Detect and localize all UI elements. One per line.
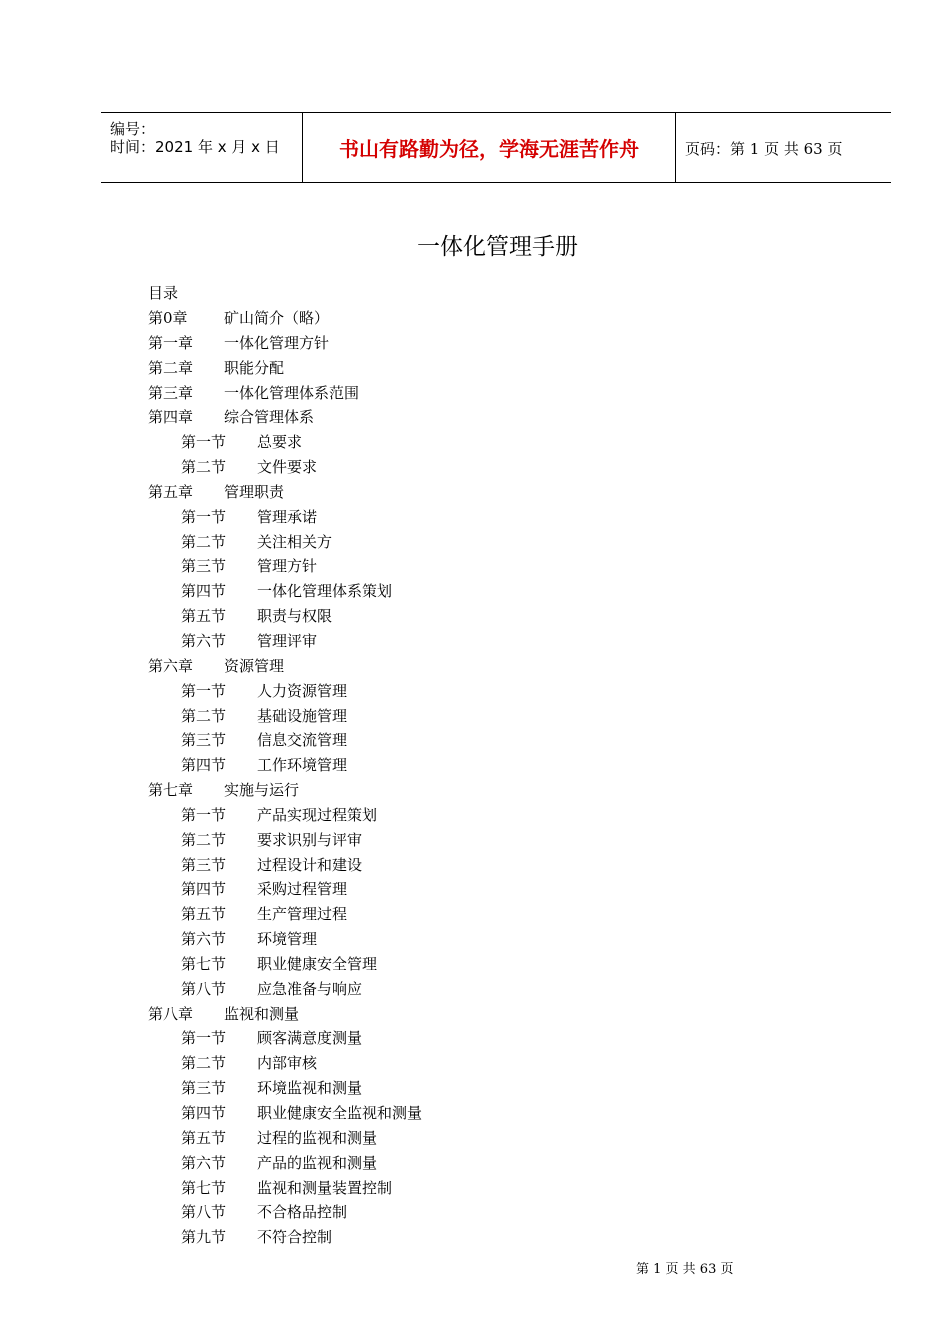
toc-entry-title: 采购过程管理 — [257, 880, 348, 899]
toc-entry-number: 第六章 — [148, 656, 194, 675]
toc-entry-title: 不符合控制 — [257, 1228, 333, 1247]
toc-entry-number: 第二节 — [181, 706, 227, 725]
toc-entry-number: 第四节 — [181, 1104, 227, 1122]
toc-entry-title: 管理承诺 — [257, 507, 318, 526]
header-motto-cell — [303, 113, 676, 182]
toc-chapter-entry — [148, 1002, 422, 1027]
toc-section-entry — [148, 927, 422, 952]
toc-entry-title: 要求识别与评审 — [257, 830, 363, 849]
toc-section-entry — [148, 1076, 422, 1101]
toc-section-entry — [148, 1101, 422, 1126]
toc-section-entry — [148, 828, 422, 853]
toc-section-entry — [148, 753, 422, 778]
toc-entry-number: 第五节 — [181, 905, 227, 924]
toc-entry-title: 职业健康安全监视和测量 — [257, 1104, 423, 1122]
toc-entry-number: 第八节 — [181, 979, 227, 998]
toc-entry-title: 生产管理过程 — [257, 905, 348, 924]
toc-chapter-entry — [148, 356, 422, 381]
toc-entry-number: 第九节 — [181, 1228, 227, 1247]
toc-section-entry — [148, 455, 422, 480]
toc-entry-number: 第一节 — [181, 681, 227, 700]
toc-entry-number: 第六节 — [181, 1153, 227, 1172]
toc-entry-number: 第五节 — [181, 607, 227, 626]
toc-entry-number: 第二节 — [181, 830, 227, 849]
toc-entry-number: 第三节 — [181, 557, 227, 576]
toc-section-entry — [148, 1176, 422, 1201]
toc-section-entry — [148, 704, 422, 729]
toc-section-entry — [148, 1051, 422, 1076]
toc-entry-title: 资源管理 — [224, 656, 285, 675]
table-of-contents — [148, 306, 422, 1250]
toc-section-entry — [148, 505, 422, 530]
document-number-label: 编号： — [110, 120, 156, 138]
toc-entry-title: 不合格品控制 — [257, 1203, 348, 1222]
toc-entry-number: 第二节 — [181, 532, 227, 551]
toc-heading: 目录 — [148, 284, 179, 302]
toc-entry-title: 监视和测量 — [224, 1004, 300, 1023]
toc-section-entry — [148, 629, 422, 654]
toc-section-entry — [148, 853, 422, 878]
toc-entry-title: 文件要求 — [257, 458, 318, 477]
toc-entry-number: 第四章 — [148, 408, 194, 427]
toc-section-entry — [148, 728, 422, 753]
toc-entry-number: 第0章 — [148, 309, 188, 327]
toc-entry-title: 工作环境管理 — [257, 756, 348, 775]
toc-entry-title: 产品实现过程策划 — [257, 805, 378, 824]
toc-entry-title: 职能分配 — [224, 358, 285, 377]
toc-section-entry — [148, 1151, 422, 1176]
toc-entry-title: 顾客满意度测量 — [257, 1029, 363, 1048]
toc-entry-number: 第四节 — [181, 756, 227, 775]
page-footer: 第 1 页 共 63 页 — [636, 1262, 734, 1277]
toc-entry-title: 过程设计和建设 — [257, 855, 363, 874]
toc-section-entry — [148, 952, 422, 977]
toc-entry-title: 信息交流管理 — [257, 731, 348, 750]
toc-section-entry — [148, 530, 422, 555]
toc-entry-number: 第七章 — [148, 781, 194, 800]
toc-entry-title: 产品的监视和测量 — [257, 1153, 378, 1172]
toc-entry-number: 第五节 — [181, 1128, 227, 1147]
header-page-info: 页码：第 1 页 共 63 页 — [685, 140, 843, 158]
toc-entry-title: 管理职责 — [224, 482, 285, 501]
toc-chapter-entry — [148, 405, 422, 430]
toc-entry-title: 管理方针 — [257, 557, 318, 576]
toc-chapter-entry — [148, 306, 422, 331]
toc-section-entry — [148, 877, 422, 902]
toc-entry-number: 第七节 — [181, 954, 227, 973]
toc-entry-number: 第二章 — [148, 358, 194, 377]
toc-entry-title: 职业健康安全管理 — [257, 954, 378, 973]
toc-entry-number: 第三节 — [181, 731, 227, 750]
toc-chapter-entry — [148, 778, 422, 803]
toc-entry-number: 第六节 — [181, 631, 227, 650]
toc-chapter-entry — [148, 381, 422, 406]
toc-entry-number: 第三节 — [181, 855, 227, 874]
toc-section-entry — [148, 604, 422, 629]
toc-entry-title: 过程的监视和测量 — [257, 1128, 378, 1147]
toc-entry-title: 一体化管理方针 — [224, 333, 330, 352]
toc-entry-title: 矿山简介（略） — [224, 309, 330, 327]
toc-entry-title: 职责与权限 — [257, 607, 333, 626]
toc-entry-title: 应急准备与响应 — [257, 979, 363, 998]
toc-entry-title: 关注相关方 — [257, 532, 333, 551]
toc-entry-title: 内部审核 — [257, 1054, 318, 1073]
toc-entry-number: 第七节 — [181, 1178, 227, 1197]
toc-entry-title: 基础设施管理 — [257, 706, 348, 725]
toc-chapter-entry — [148, 654, 422, 679]
toc-entry-number: 第六节 — [181, 930, 227, 949]
document-title: 一体化管理手册 — [417, 234, 578, 260]
toc-section-entry — [148, 430, 422, 455]
header-motto: 书山有路勤为径，学海无涯苦作舟 — [339, 137, 639, 161]
header-info-cell — [101, 113, 303, 182]
toc-chapter-entry — [148, 480, 422, 505]
document-time-label: 时间：2021 年 x 月 x 日 — [110, 138, 280, 156]
toc-entry-title: 人力资源管理 — [257, 681, 348, 700]
toc-entry-title: 总要求 — [257, 433, 303, 452]
toc-section-entry — [148, 554, 422, 579]
toc-section-entry — [148, 803, 422, 828]
toc-entry-number: 第二节 — [181, 458, 227, 477]
toc-section-entry — [148, 1026, 422, 1051]
toc-entry-number: 第三节 — [181, 1079, 227, 1098]
toc-section-entry — [148, 902, 422, 927]
toc-chapter-entry — [148, 331, 422, 356]
toc-entry-number: 第四节 — [181, 582, 227, 601]
toc-section-entry — [148, 579, 422, 604]
toc-section-entry — [148, 1200, 422, 1225]
toc-entry-title: 综合管理体系 — [224, 408, 315, 427]
toc-entry-title: 一体化管理体系策划 — [257, 582, 393, 601]
toc-entry-number: 第八节 — [181, 1203, 227, 1222]
toc-entry-number: 第一节 — [181, 433, 227, 452]
toc-entry-title: 管理评审 — [257, 631, 318, 650]
toc-entry-number: 第八章 — [148, 1004, 194, 1023]
toc-entry-number: 第二节 — [181, 1054, 227, 1073]
toc-section-entry — [148, 977, 422, 1002]
toc-entry-number: 第一节 — [181, 805, 227, 824]
toc-entry-number: 第一节 — [181, 1029, 227, 1048]
toc-section-entry — [148, 679, 422, 704]
document-header — [101, 112, 891, 183]
toc-entry-title: 实施与运行 — [224, 781, 300, 800]
toc-section-entry — [148, 1225, 422, 1250]
header-page-cell — [676, 113, 891, 182]
toc-entry-number: 第五章 — [148, 482, 194, 501]
toc-entry-title: 环境管理 — [257, 930, 318, 949]
toc-entry-title: 一体化管理体系范围 — [224, 383, 360, 402]
toc-entry-number: 第一章 — [148, 333, 194, 352]
toc-entry-title: 环境监视和测量 — [257, 1079, 363, 1098]
toc-entry-number: 第三章 — [148, 383, 194, 402]
toc-section-entry — [148, 1126, 422, 1151]
toc-entry-number: 第一节 — [181, 507, 227, 526]
toc-entry-number: 第四节 — [181, 880, 227, 899]
toc-entry-title: 监视和测量装置控制 — [257, 1178, 393, 1197]
